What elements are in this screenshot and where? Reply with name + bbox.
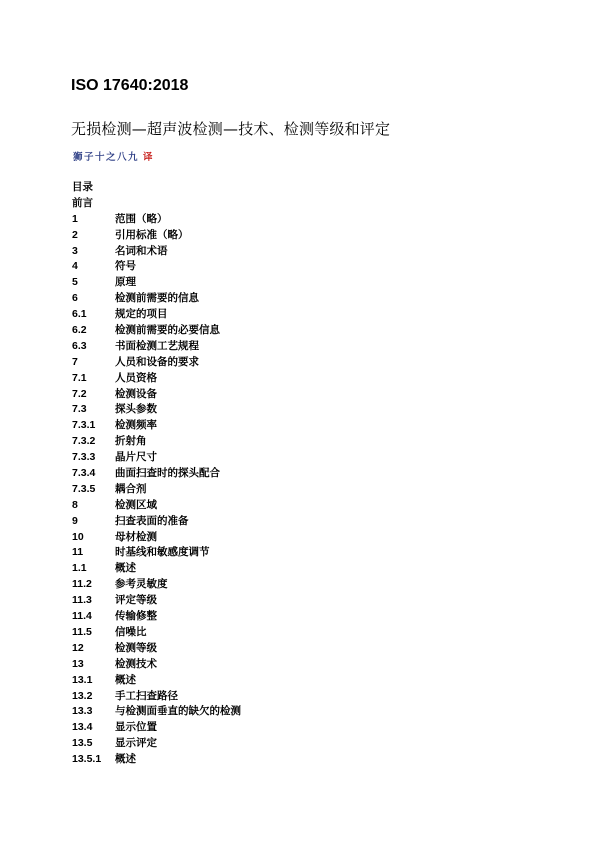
toc-entry-number: 7.1 [72, 371, 87, 384]
toc-entry [72, 259, 241, 275]
toc-entry-number: 11.4 [72, 610, 92, 623]
toc-entry-number: 13.1 [72, 673, 93, 686]
toc-entry [72, 545, 241, 561]
toc-entry-number: 5 [72, 276, 78, 289]
toc-entry [72, 530, 241, 546]
toc-entry [72, 244, 241, 260]
toc-entry-number: 11.3 [72, 594, 92, 607]
toc-entry [72, 657, 241, 673]
toc-entry-number: 1 [72, 212, 78, 225]
toc-entry-label: 引用标准（略） [115, 228, 189, 241]
translator-name: 狮子十之八九 [73, 152, 140, 163]
toc-entry [72, 228, 241, 244]
document-title: ISO 17640:2018 [71, 77, 189, 94]
toc-entry [72, 641, 241, 657]
toc-entry [72, 355, 241, 371]
toc-entry [72, 291, 241, 307]
toc-entry-number: 11.5 [72, 625, 92, 638]
toc-entry-number: 7.3.5 [72, 482, 96, 495]
toc-entry-number: 9 [72, 514, 78, 527]
toc-entry-label: 概述 [115, 673, 136, 686]
toc-heading: 目录 [72, 181, 93, 193]
toc-entry-label: 概述 [115, 753, 136, 766]
toc-entry-number: 11 [72, 546, 84, 559]
toc-entry [72, 720, 241, 736]
toc-entry-number: 7.3.1 [72, 419, 96, 432]
toc-entry-label: 扫查表面的准备 [115, 514, 189, 527]
toc-entry-number: 7.2 [72, 387, 87, 400]
toc-entry-label: 显示评定 [115, 737, 157, 750]
toc-entry-label: 检测技术 [115, 657, 157, 670]
toc-entry-label: 检测区域 [115, 498, 157, 511]
toc-entry [72, 736, 241, 752]
toc-entry-label: 显示位置 [115, 721, 157, 734]
toc-entry-label: 参考灵敏度 [115, 578, 168, 591]
toc-entry-number: 10 [72, 530, 84, 543]
toc-entry-number: 7.3.2 [72, 435, 96, 448]
toc-list [72, 212, 241, 768]
toc-entry [72, 418, 241, 434]
toc-entry-label: 母材检测 [115, 530, 157, 543]
toc-entry [72, 482, 241, 498]
toc-entry-number: 1.1 [72, 562, 87, 575]
toc-entry-label: 原理 [115, 276, 136, 289]
toc-entry-label: 名词和术语 [115, 244, 168, 257]
toc-entry [72, 307, 241, 323]
toc-entry [72, 673, 241, 689]
toc-entry-label: 检测频率 [115, 419, 157, 432]
toc-entry-label: 信噪比 [115, 625, 147, 638]
toc-entry [72, 339, 241, 355]
translator-credit [73, 152, 154, 164]
toc-entry [72, 689, 241, 705]
toc-entry-label: 检测设备 [115, 387, 157, 400]
toc-entry-number: 4 [72, 260, 78, 273]
toc-entry-label: 曲面扫查时的探头配合 [115, 467, 220, 480]
toc-foreword-entry: 前言 [72, 196, 93, 209]
toc-entry [72, 402, 241, 418]
toc-entry-label: 书面检测工艺规程 [115, 339, 199, 352]
toc-entry-number: 2 [72, 228, 78, 241]
toc-entry [72, 561, 241, 577]
toc-entry [72, 593, 241, 609]
toc-entry-number: 6.2 [72, 324, 87, 337]
toc-entry [72, 498, 241, 514]
toc-entry-label: 符号 [115, 260, 136, 273]
toc-entry [72, 450, 241, 466]
toc-entry-number: 7.3 [72, 403, 87, 416]
table-of-contents [72, 180, 241, 768]
toc-entry-number: 3 [72, 244, 78, 257]
toc-entry-number: 7 [72, 355, 78, 368]
toc-entry [72, 704, 241, 720]
toc-entry-label: 手工扫查路径 [115, 689, 178, 702]
toc-entry-label: 检测前需要的必要信息 [115, 324, 220, 337]
toc-entry-label: 传输修整 [115, 610, 157, 623]
toc-entry [72, 752, 241, 768]
toc-entry-label: 时基线和敏感度调节 [115, 546, 210, 559]
toc-entry [72, 387, 241, 403]
toc-entry [72, 275, 241, 291]
toc-entry-label: 晶片尺寸 [115, 451, 157, 464]
toc-entry [72, 577, 241, 593]
toc-entry [72, 466, 241, 482]
toc-entry-label: 检测等级 [115, 641, 157, 654]
toc-entry [72, 434, 241, 450]
toc-entry-number: 13.5.1 [72, 753, 102, 766]
toc-entry-number: 8 [72, 498, 78, 511]
toc-entry-label: 探头参数 [115, 403, 157, 416]
toc-entry [72, 371, 241, 387]
toc-entry-label: 概述 [115, 562, 136, 575]
toc-entry-number: 13.4 [72, 721, 93, 734]
toc-entry-number: 11.2 [72, 578, 92, 591]
toc-entry-number: 12 [72, 641, 84, 654]
toc-entry-label: 与检测面垂直的缺欠的检测 [115, 705, 241, 718]
toc-entry-number: 6.1 [72, 308, 87, 321]
toc-entry-label: 范围（略） [115, 212, 168, 225]
toc-entry-label: 检测前需要的信息 [115, 292, 199, 305]
toc-entry-number: 6.3 [72, 339, 87, 352]
toc-entry-label: 规定的项目 [115, 308, 168, 321]
document-subtitle: 无损检测—超声波检测—技术、检测等级和评定 [71, 120, 391, 138]
toc-entry-number: 13 [72, 657, 84, 670]
toc-entry-label: 人员资格 [115, 371, 157, 384]
toc-entry-number: 7.3.3 [72, 451, 96, 464]
toc-entry [72, 323, 241, 339]
toc-entry-number: 13.3 [72, 705, 93, 718]
toc-entry-number: 7.3.4 [72, 467, 96, 480]
toc-entry-label: 评定等级 [115, 594, 157, 607]
toc-entry-number: 13.5 [72, 737, 93, 750]
toc-entry [72, 625, 241, 641]
toc-entry-label: 耦合剂 [115, 482, 147, 495]
toc-entry-label: 折射角 [115, 435, 147, 448]
toc-entry [72, 212, 241, 228]
toc-entry [72, 609, 241, 625]
toc-entry-number: 6 [72, 292, 78, 305]
translator-mark: 译 [143, 152, 155, 163]
toc-entry-label: 人员和设备的要求 [115, 355, 199, 368]
toc-entry-number: 13.2 [72, 689, 93, 702]
toc-entry [72, 514, 241, 530]
